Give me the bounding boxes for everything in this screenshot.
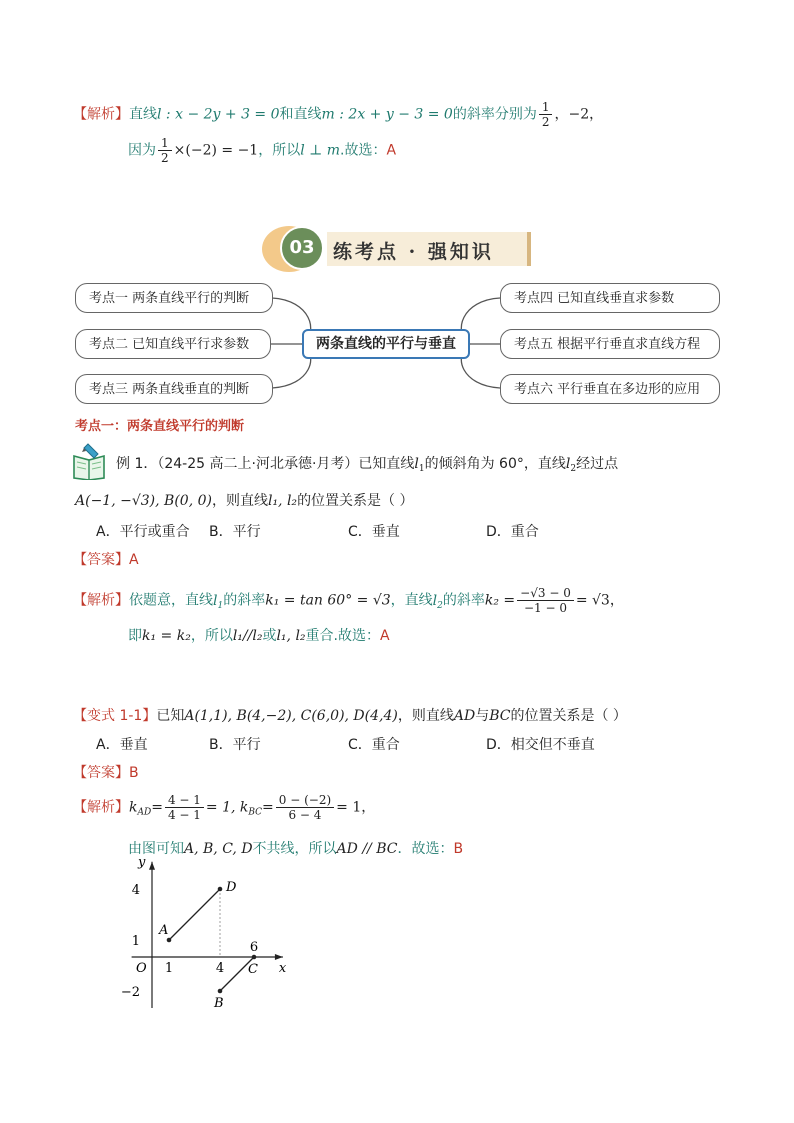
text: ，直线 [390,592,433,609]
lines: l₁, l₂ [267,493,298,509]
banner-title: 练考点 · 强知识 [333,241,494,263]
text: ．故选： [397,841,454,857]
answer-value: B [129,765,139,781]
analysis-label: 【解析】 [73,799,129,816]
example1-option-a: A．平行或重合 [96,524,190,540]
analysis-label: 【解析】 [73,592,129,609]
y-tick-label: 1 [131,934,140,949]
mindmap-node-right-1: 考点四 已知直线垂直求参数 [500,283,720,313]
equation-l: l : x − 2y + 3 = 0 [157,106,280,123]
point-label: B [214,996,224,1011]
text: 由图可知 [128,841,184,857]
mindmap-center: 两条直线的平行与垂直 [302,329,470,359]
points: A(−1, −√3), B(0, 0) [75,493,212,509]
text: = 1， [336,799,376,816]
variant1-option-c: C．重合 [348,737,400,753]
answer: A [380,628,390,644]
point-label: C [248,962,258,977]
text: 已知 [156,708,185,724]
mindmap-node-left-1: 考点一 两条直线平行的判断 [75,283,273,313]
text: 的倾斜角为 60°，直线 [424,456,566,472]
numerator: −√3 − 0 [517,586,574,601]
text: .故选： [340,142,387,159]
text: ，则直线 [211,493,268,509]
x-axis-arrow [275,954,283,960]
line-l1: $l_1$ [213,592,224,611]
text: 与 [475,708,490,724]
text: 的斜率 [223,592,266,609]
line-ad: AD [453,708,476,724]
text: 重合.故选： [305,628,380,644]
text: 的斜率分别为 [452,106,537,123]
text: 的位置关系是（ ） [510,708,627,724]
text: = 1, k [205,799,249,816]
slope-k2: k₂ = [484,592,516,609]
parallel-expr: l₁//l₂ [232,628,263,644]
point-c [252,955,257,960]
text: 因为 [128,142,156,159]
denominator: 2 [541,115,550,129]
answer: A [386,142,397,159]
variant1-option-d: D．相交但不垂直 [486,737,595,753]
y-tick-label: −2 [120,985,140,1000]
variant-label: 【变式 1-1】 [73,708,157,724]
banner-number: 03 [280,226,324,270]
text: 不共线，所以 [252,841,337,857]
line-l2: l [565,456,571,472]
numerator: 1 [539,100,553,115]
points: A(1,1), B(4,−2), C(6,0), D(4,4) [184,708,398,724]
denominator: −1 − 0 [523,601,567,615]
denominator: 4 − 1 [167,808,201,822]
denominator: 6 − 4 [288,808,322,822]
mindmap-node-right-2: 考点五 根据平行垂直求直线方程 [500,329,720,359]
points: A, B, C, D [184,841,253,857]
slope-k1: k₁ = tan 60° = √3 [265,592,391,609]
y-axis-arrow [149,862,155,870]
c-tick-label: 6 [249,940,259,955]
parallel-expr: AD // BC [336,841,398,857]
text: 直线 [129,106,157,123]
text: 的位置关系是（ ） [297,493,414,509]
analysis-label: 【解析】 [73,106,129,123]
text: ，所以 [258,142,301,159]
x-tick-label: 1 [164,961,174,976]
perp-expr: l ⊥ m [300,142,341,159]
answer: B [453,841,464,857]
mindmap-node-left-2: 考点二 已知直线平行求参数 [75,329,271,359]
text: 或 [262,628,277,644]
numerator: 1 [158,136,172,151]
lines: l₁, l₂ [276,628,306,644]
text: = [151,799,163,816]
x-axis-label: x [278,961,287,976]
origin-label: O [136,961,147,976]
section-heading: 考点一：两条直线平行的判断 [75,419,245,434]
subscript: 2 [570,464,577,474]
line-bc: BC [489,708,511,724]
text: = √3， [575,592,624,609]
text: 的斜率 [442,592,485,609]
point-label: A [159,923,169,938]
answer-value: A [129,552,139,568]
equation-m: m : 2x + y − 3 = 0 [321,106,453,123]
numerator: 4 − 1 [165,793,204,808]
subscript: BC [248,807,263,818]
subscript: AD [137,807,152,818]
x-tick-label: 4 [215,961,225,976]
text: ，−2， [554,106,604,123]
denominator: 2 [161,151,169,165]
text: ，所以 [190,628,233,644]
mindmap-node-left-3: 考点三 两条直线垂直的判断 [75,374,273,404]
point-b [218,989,223,994]
text: 经过点 [576,456,619,472]
slope-k: k [129,799,138,816]
line-l1: l [414,456,419,472]
text: ×(−2) = −1 [173,142,259,159]
line-l2: $l_2$ [432,592,443,611]
point-d [218,887,223,892]
text: 依题意，直线 [129,592,213,609]
text: = [262,799,274,816]
example1-option-b: B．平行 [209,524,261,540]
variant1-option-b: B．平行 [209,737,261,753]
point-a [167,938,172,943]
y-axis-label: y [138,854,146,870]
segment-ad [169,889,220,940]
text: ，则直线 [397,708,454,724]
text: 例 1．（24-25 高二上·河北承德·月考）已知直线 [116,456,415,472]
equation: k₁ = k₂ [142,628,191,644]
numerator: 0 − (−2) [276,793,334,808]
example1-option-c: C．垂直 [348,524,400,540]
variant1-option-a: A．垂直 [96,737,148,753]
subscript: 1 [418,464,425,474]
text: 即 [128,628,142,644]
answer-label: 【答案】 [73,765,129,781]
mindmap-node-right-3: 考点六 平行垂直在多边形的应用 [500,374,720,404]
point-label: D [226,880,237,895]
y-tick-label: 4 [131,883,140,898]
answer-label: 【答案】 [73,552,129,568]
example1-option-d: D．重合 [486,524,539,540]
text: 和直线 [279,106,322,123]
